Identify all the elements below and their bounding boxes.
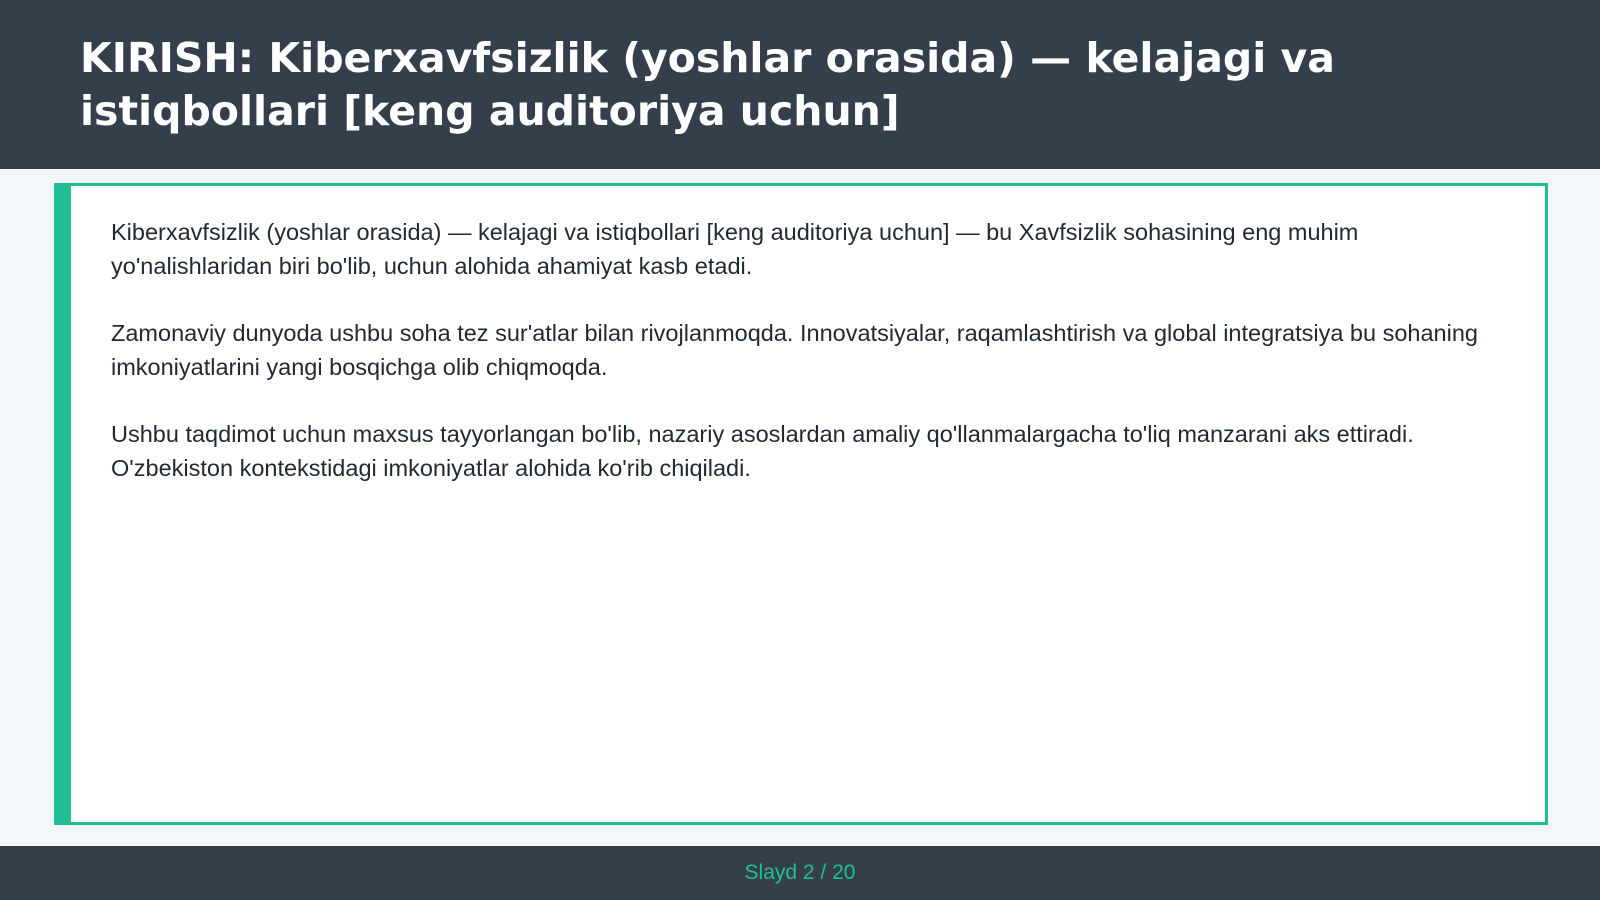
slide-title: KIRISH: Kiberxavfsizlik (yoshlar orasida) — kelajagi va istiqbollari [keng auditoriya uchun] — [80, 34, 1335, 135]
paragraph-1: Kiberxavfsizlik (yoshlar orasida) — kelajagi va istiqbollari [keng auditoriya uchun] — bu Xavfsizlik sohasining eng muhim yo'nalishlaridan biri bo'lib, uchun alohida ahamiyat kasb etadi. — [111, 219, 1359, 279]
paragraph-2: Zamonaviy dunyoda ushbu soha tez sur'atlar bilan rivojlanmoqda. Innovatsiyalar, raqamlashtirish va global integratsiya bu sohaning imkoniyatlarini yangi bosqichga olib chiqmoqda. — [111, 320, 1478, 380]
paragraph-3: Ushbu taqdimot uchun maxsus tayyorlangan bo'lib, nazariy asoslardan amaliy qo'llanmalargacha to'liq manzarani aks ettiradi. O'zbekiston kontekstidagi imkoniyatlar alohida ko'rib chiqiladi. — [111, 421, 1414, 481]
content-card — [54, 183, 1548, 825]
slide-footer — [0, 846, 1600, 900]
slide-header — [0, 0, 1600, 169]
slide-number: Slayd 2 / 20 — [744, 861, 856, 884]
